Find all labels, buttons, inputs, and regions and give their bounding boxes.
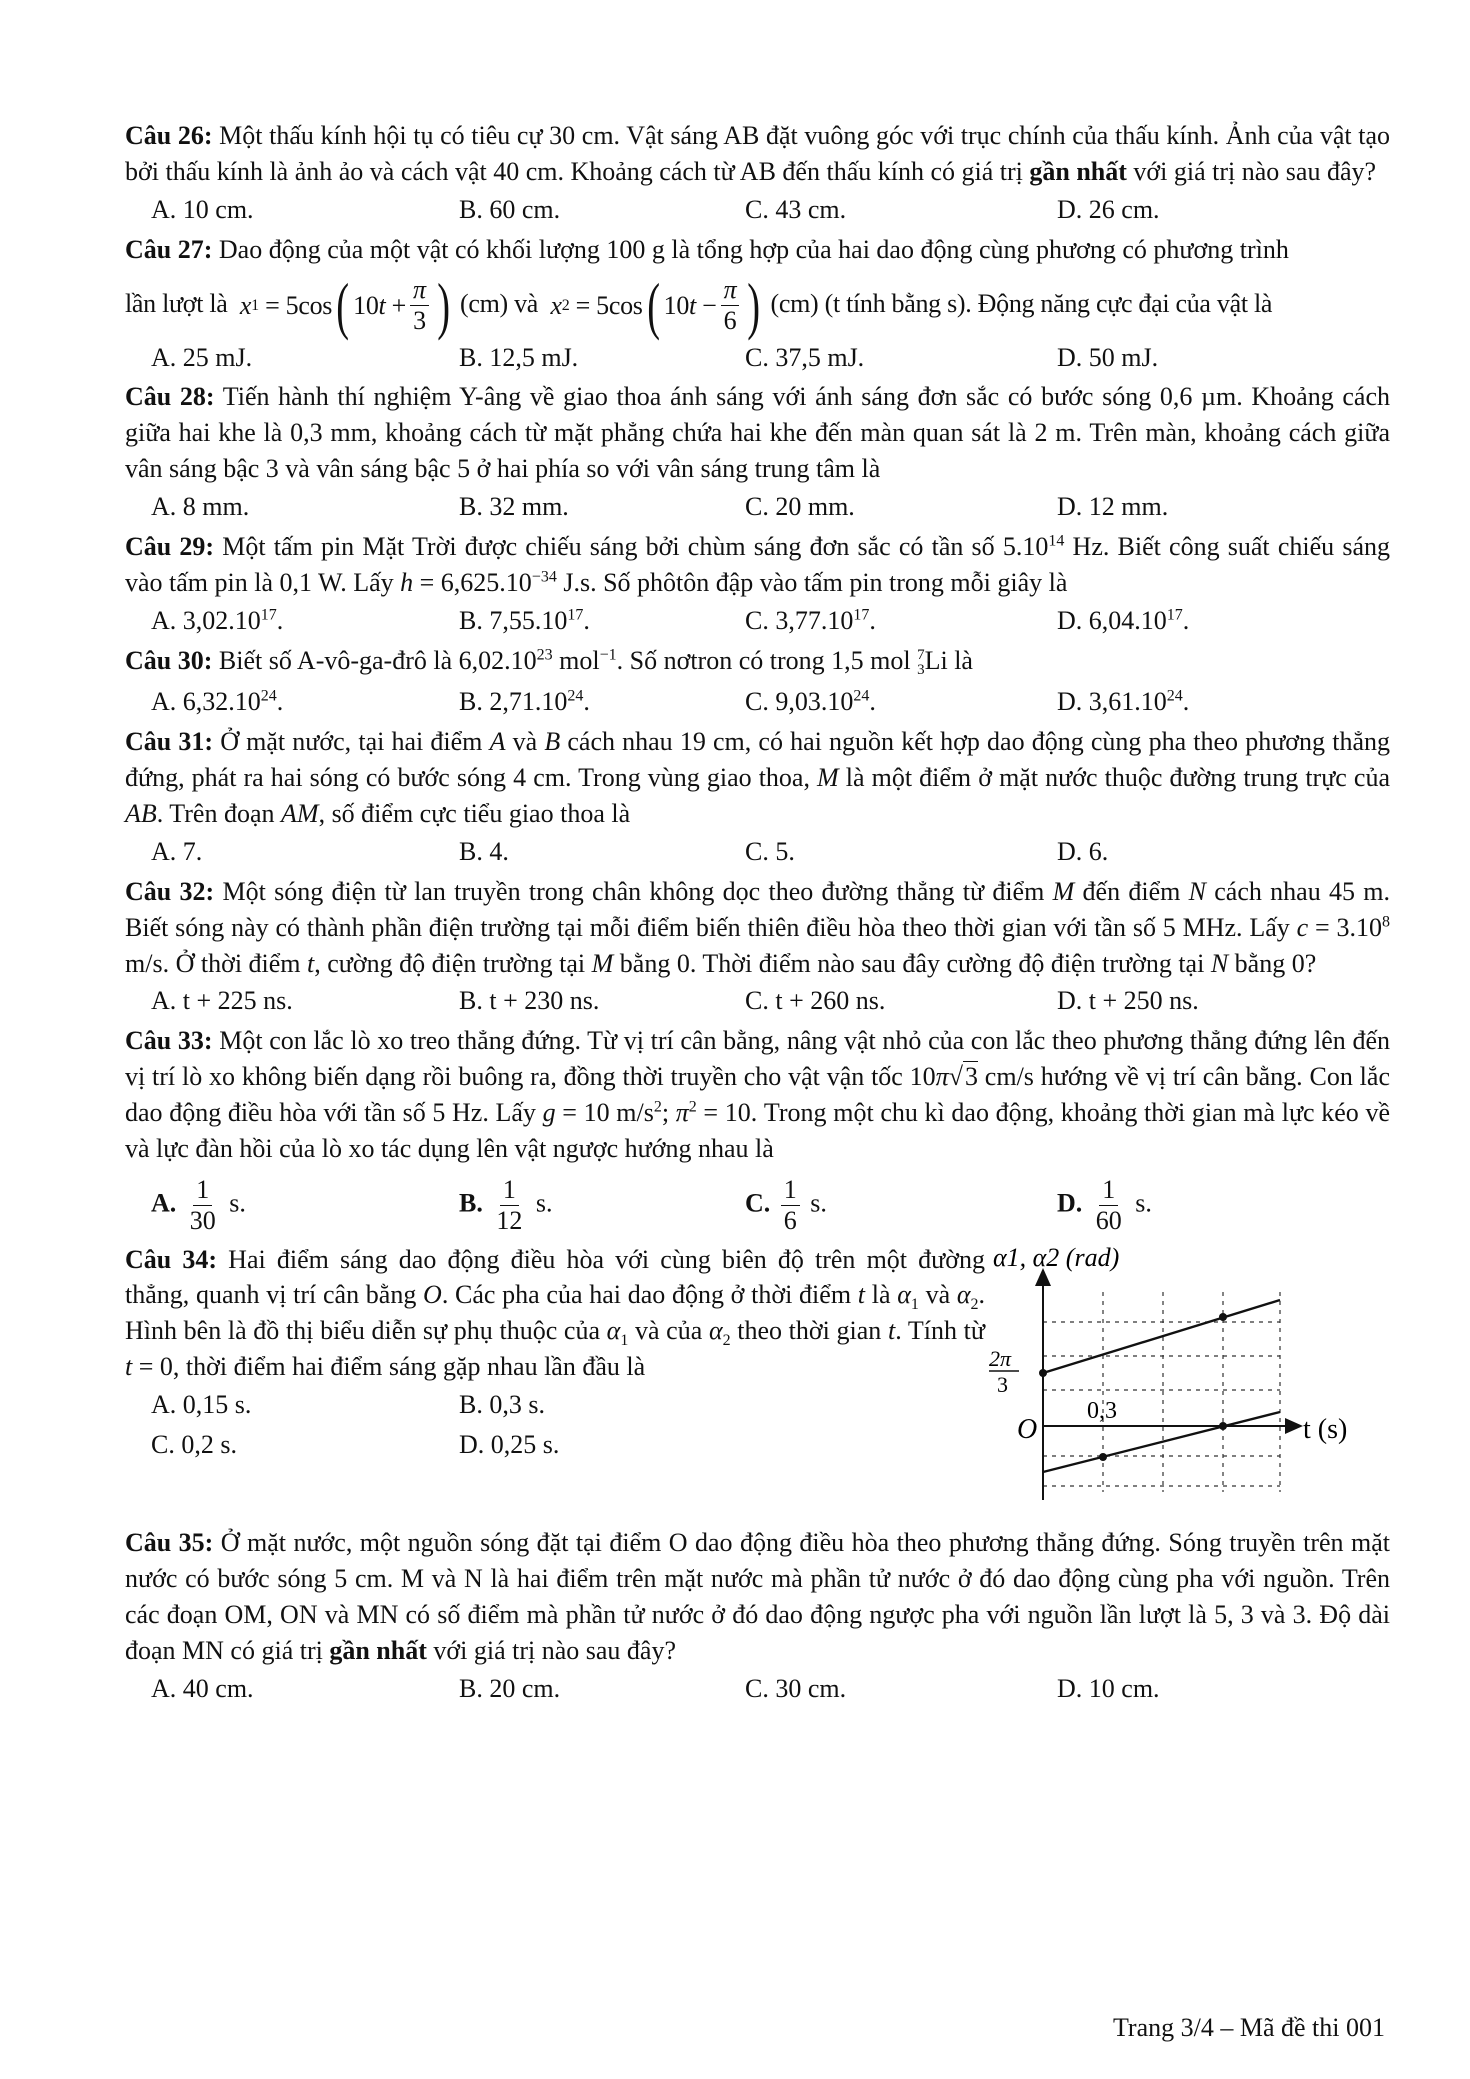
option-d[interactable]: D. $\frac{1}{60}$ s.: [1057, 1174, 1152, 1235]
option-a[interactable]: A. $\frac{1}{30}$ s.: [151, 1174, 246, 1235]
option-a[interactable]: A. 10 cm.: [151, 194, 254, 224]
option-d[interactable]: D. 10 cm.: [1057, 1673, 1160, 1703]
question-text: lần lượt là: [125, 288, 228, 318]
option-c[interactable]: C. 30 cm.: [745, 1673, 847, 1703]
option-a[interactable]: A. 7.: [151, 836, 203, 866]
option-b[interactable]: B. 7,55.10$^{17}$.: [459, 605, 590, 635]
option-d[interactable]: D. 0,25 s.: [459, 1429, 560, 1459]
option-a[interactable]: A. 8 mm.: [151, 492, 250, 521]
y-tick-den: 3: [997, 1371, 1008, 1397]
alpha1-point: [1219, 1313, 1227, 1321]
options-26: [125, 192, 1390, 228]
question-text: (cm) và: [460, 288, 539, 318]
question-text-tail: với giá trị nào sau đây?: [1133, 156, 1377, 186]
options-31: [125, 834, 1390, 870]
emphasis-text: gần nhất: [1029, 156, 1127, 186]
option-b[interactable]: B. 2,71.10$^{24}$.: [459, 687, 590, 717]
question-text: Ở mặt nước, một nguồn sóng đặt tại điểm O dao động điều hòa theo phương thẳng đứng. Sóng truyền trên mặt nước có bước sóng 5 cm. M và N là hai điểm trên mặt nước mà phần tử nước ở đó dao động cùng pha với nguồn. Trên các đoạn OM, ON và MN có số điểm mà phần tử nước ở đó dao động ngược pha với nguồn lần lượt là 5, 3 và 3. Độ dài đoạn MN có giá trị: [125, 1528, 1390, 1666]
equation-x1: x 1 = 5cos ( 10 t + $\frac{\pi}{3}$ ): [239, 269, 450, 341]
question-text-tail: với giá trị nào sau đây?: [433, 1636, 677, 1666]
option-c[interactable]: C. $\frac{1}{6}$ s.: [745, 1174, 827, 1235]
alpha2-point-axis: [1219, 1422, 1227, 1430]
question-27: [125, 232, 1390, 268]
option-b[interactable]: B. 60 cm.: [459, 194, 561, 224]
option-a[interactable]: A. 3,02.10$^{17}$.: [151, 605, 284, 635]
option-d[interactable]: D. 6,04.10$^{17}$.: [1057, 605, 1190, 635]
question-label: Câu 33:: [125, 1026, 213, 1056]
question-27-formula-line: [125, 269, 1390, 341]
option-a[interactable]: A. 25 mJ.: [151, 342, 253, 372]
options-29: [125, 603, 1390, 639]
question-label: Câu 32:: [125, 876, 215, 906]
question-text-tail: (cm) (t tính bằng s). Động năng cực đại của vật là: [770, 288, 1273, 318]
question-label: Câu 34:: [125, 1244, 218, 1274]
option-d[interactable]: D. 3,61.10$^{24}$.: [1057, 687, 1190, 717]
option-d[interactable]: D. 26 cm.: [1057, 194, 1160, 224]
option-c[interactable]: C. 5.: [745, 836, 795, 866]
phase-graph-svg: [985, 1242, 1390, 1512]
option-c[interactable]: C. 3,77.10$^{17}$.: [745, 605, 876, 635]
option-d[interactable]: D. 50 mJ.: [1057, 342, 1159, 372]
option-a[interactable]: A. 0,15 s.: [151, 1390, 252, 1420]
option-d[interactable]: D. 6.: [1057, 836, 1109, 866]
options-28: [125, 489, 1390, 525]
question-label: Câu 28:: [125, 382, 215, 412]
question-30: Câu 30: Biết số A-vô-ga-đrô là 6,02.10$^{23}$ mol$^{-1}$. Số nơtron có trong 1,5 mol 7 3 Li là: [125, 645, 973, 678]
question-34-text: Câu 34: Hai điểm sáng dao động điều hòa với cùng biên độ trên một đường thẳng, quanh vị trí cân bằng O. Các pha của hai dao động ở thời điểm t là $\alpha_1$ và $\alpha_2$. Hình bên là đồ thị biểu diễn sự phụ thuộc của $\alpha_1$ và của $\alpha_2$ theo thời gian t. Tính từ t = 0, thời điểm hai điểm sáng gặp nhau lần đầu là A. 0,15 s. B. 0,3 s. C. 0,2 s. D. 0,25 s.: [125, 1242, 985, 1522]
question-34: [125, 1242, 1390, 1522]
option-b[interactable]: B. $\frac{1}{12}$ s.: [459, 1174, 553, 1235]
question-35: [125, 1525, 1390, 1669]
y-tick-num: 2π: [989, 1345, 1012, 1371]
option-b[interactable]: B. 12,5 mJ.: [459, 342, 579, 372]
option-c[interactable]: C. 37,5 mJ.: [745, 342, 865, 372]
x-tick-label: 0,3: [1087, 1397, 1117, 1424]
emphasis-text: gần nhất: [329, 1636, 427, 1666]
page-footer: Trang 3/4 – Mã đề thi 001: [1112, 2013, 1385, 2042]
options-27: [125, 340, 1390, 376]
options-34-row2: [125, 1427, 985, 1463]
question-text: Tiến hành thí nghiệm Y-âng về giao thoa ánh sáng với ánh sáng đơn sắc có bước sóng 0,6 µm. Khoảng cách giữa hai khe là 0,3 mm, khoảng cách từ mặt phẳng chứa hai khe đến màn quan sát là 2 m. Trên màn, khoảng cách giữa vân sáng bậc 3 và vân sáng bậc 5 ở hai phía so với vân sáng trung tâm là: [125, 382, 1391, 484]
option-b[interactable]: B. 4.: [459, 836, 509, 866]
question-32: Câu 32: Một sóng điện từ lan truyền trong chân không dọc theo đường thẳng từ điểm M đến điểm N cách nhau 45 m. Biết sóng này có thành phần điện trường tại mỗi điểm biến thiên điều hòa theo thời gian với tần số 5 MHz. Lấy $c = 3.10^8$ m/s. Ở thời điểm t, cường độ điện trường tại M bằng 0. Thời điểm nào sau đây cường độ điện trường tại N bằng 0?: [125, 876, 1390, 978]
equation-x2: x 2 = 5cos ( 10 t − $\frac{\pi}{6}$ ): [550, 269, 761, 341]
alpha2-point: [1099, 1453, 1107, 1461]
question-label: Câu 31:: [125, 727, 214, 757]
options-35: [125, 1671, 1390, 1707]
alpha2-line: [1043, 1412, 1280, 1472]
options-32: [125, 983, 1390, 1019]
question-text: Một thấu kính hội tụ có tiêu cự 30 cm. Vật sáng AB đặt vuông góc với trục chính của thấu kính. Ảnh của vật tạo bởi thấu kính là ảnh ảo và cách vật 40 cm. Khoảng cách từ AB đến thấu kính có giá trị: [125, 121, 1390, 186]
options-34-row1: [125, 1387, 985, 1423]
option-d[interactable]: D. t + 250 ns.: [1057, 986, 1199, 1016]
question-29: Câu 29: Một tấm pin Mặt Trời được chiếu sáng bởi chùm sáng đơn sắc có tần số 5.10$^{14}$ Hz. Biết công suất chiếu sáng vào tấm pin là 0,1 W. Lấy $h = 6,625.10^{-34}$ J.s. Số phôtôn đập vào tấm pin trong mỗi giây là: [125, 531, 1390, 597]
option-b[interactable]: B. t + 230 ns.: [459, 986, 600, 1016]
y-axis-label: α1, α2 (rad): [993, 1242, 1120, 1272]
option-b[interactable]: B. 32 mm.: [459, 492, 569, 521]
question-26: [125, 118, 1390, 190]
alpha1-line: [1043, 1300, 1280, 1373]
option-c[interactable]: C. 9,03.10$^{24}$.: [745, 687, 876, 717]
question-label: Câu 26:: [125, 121, 213, 150]
phase-graph: [985, 1242, 1390, 1522]
alpha1-start-point: [1039, 1369, 1047, 1377]
option-a[interactable]: A. t + 225 ns.: [151, 986, 293, 1016]
option-c[interactable]: C. t + 260 ns.: [745, 986, 886, 1016]
options-33: [125, 1175, 1390, 1236]
question-31: Câu 31: Ở mặt nước, tại hai điểm A và B cách nhau 19 cm, có hai nguồn kết hợp dao động cùng pha theo phương thẳng đứng, phát ra hai sóng có bước sóng 4 cm. Trong vùng giao thoa, M là một điểm ở mặt nước thuộc đường trung trực của AB. Trên đoạn AM, số điểm cực tiểu giao thoa là: [125, 727, 1390, 828]
x-axis-label: t (s): [1303, 1413, 1348, 1445]
options-30: [125, 684, 1390, 720]
option-b[interactable]: B. 0,3 s.: [459, 1390, 545, 1420]
option-c[interactable]: C. 20 mm.: [745, 492, 855, 521]
option-a[interactable]: A. 6,32.10$^{24}$.: [151, 687, 284, 717]
option-d[interactable]: D. 12 mm.: [1057, 492, 1169, 521]
question-label: Câu 29:: [125, 531, 215, 561]
question-33: Câu 33: Một con lắc lò xo treo thẳng đứng. Từ vị trí cân bằng, nâng vật nhỏ của con lắc theo phương thẳng đứng lên đến vị trí lò xo không biến dạng rồi buông ra, đồng thời truyền cho vật vận tốc 10π√3 cm/s hướng về vị trí cân bằng. Con lắc dao động điều hòa với tần số 5 Hz. Lấy g = 10 $m/s^2$; $\pi^2 = 10$. Trong một chu kì dao động, khoảng thời gian mà lực kéo về và lực đàn hồi của lò xo tác dụng lên vật ngược hướng nhau là: [125, 1026, 1390, 1163]
question-28: [125, 379, 1390, 487]
question-label: Câu 30:: [125, 645, 213, 675]
exam-page: [125, 118, 1390, 1711]
option-c[interactable]: C. 0,2 s.: [151, 1429, 237, 1459]
question-label: Câu 35:: [125, 1528, 214, 1558]
option-c[interactable]: C. 43 cm.: [745, 194, 847, 224]
option-a[interactable]: A. 40 cm.: [151, 1673, 254, 1703]
option-b[interactable]: B. 20 cm.: [459, 1673, 561, 1703]
question-label: Câu 27:: [125, 234, 213, 264]
origin-label: O: [1017, 1413, 1038, 1445]
question-text: Dao động của một vật có khối lượng 100 g là tổng hợp của hai dao động cùng phương có phương trình: [218, 234, 1289, 264]
